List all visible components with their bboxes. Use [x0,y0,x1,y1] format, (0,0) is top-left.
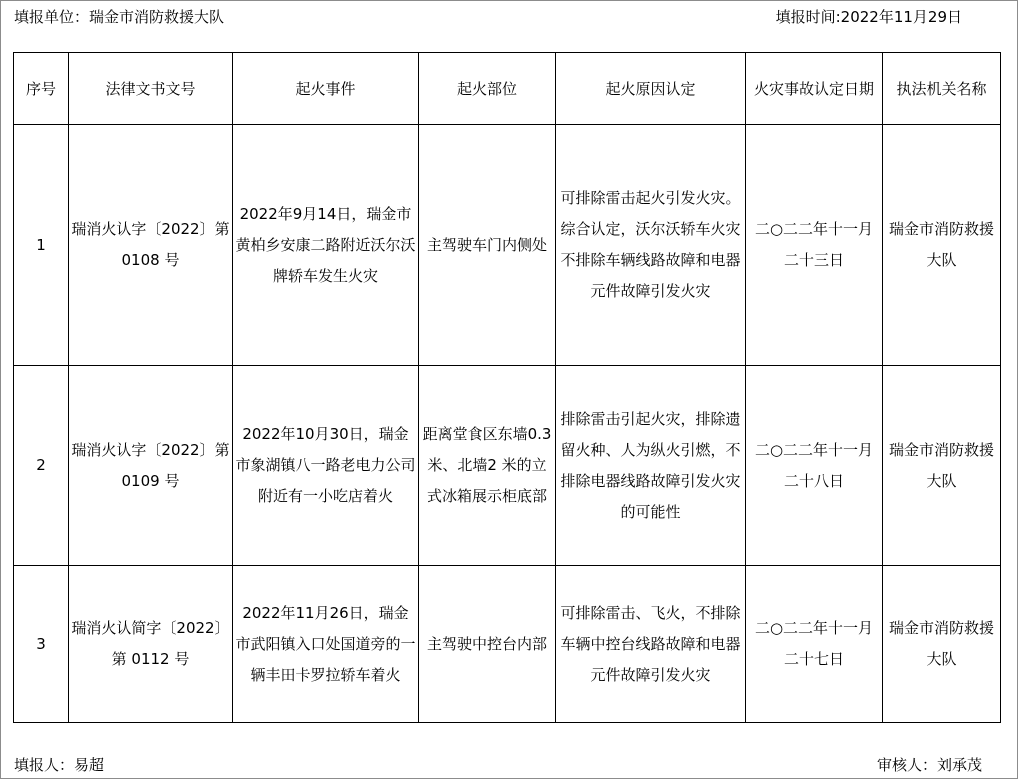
cell-no: 3 [14,566,69,723]
cell-event: 2022年10月30日，瑞金市象湖镇八一路老电力公司附近有一小吃店着火 [233,366,419,566]
cell-doc: 瑞消火认字〔2022〕第0108 号 [69,125,233,366]
reviewer: 审核人：刘承茂 [876,756,982,774]
col-header-location: 起火部位 [419,53,556,125]
cell-doc: 瑞消火认字〔2022〕第0109 号 [69,366,233,566]
cell-cause: 可排除雷击起火引发火灾。综合认定，沃尔沃轿车火灾不排除车辆线路故障和电器元件故障引发火灾 [556,125,746,366]
cell-cause: 排除雷击引起火灾，排除遗留火种、人为纵火引燃，不排除电器线路故障引发火灾的可能性 [556,366,746,566]
table-row [14,125,1001,366]
cell-date: 二○二二年十一月二十三日 [746,125,883,366]
cell-event: 2022年9月14日，瑞金市黄柏乡安康二路附近沃尔沃牌轿车发生火灾 [233,125,419,366]
col-header-cause: 起火原因认定 [556,53,746,125]
col-header-agency: 执法机关名称 [883,53,1001,125]
col-header-no: 序号 [14,53,69,125]
cell-cause: 可排除雷击、飞火，不排除车辆中控台线路故障和电器元件故障引发火灾 [556,566,746,723]
reporter: 填报人：易超 [14,756,105,774]
cell-date: 二○二二年十一月二十七日 [746,566,883,723]
col-header-date: 火灾事故认定日期 [746,53,883,125]
cell-date: 二○二二年十一月二十八日 [746,366,883,566]
cell-location: 主驾驶车门内侧处 [419,125,556,366]
table-header-row [14,53,1001,125]
table-row [14,566,1001,723]
cell-event: 2022年11月26日，瑞金市武阳镇入口处国道旁的一辆丰田卡罗拉轿车着火 [233,566,419,723]
fire-report-table [13,52,1001,723]
cell-location: 主驾驶中控台内部 [419,566,556,723]
cell-no: 1 [14,125,69,366]
cell-no: 2 [14,366,69,566]
cell-agency: 瑞金市消防救援大队 [883,125,1001,366]
report-date: 填报时间:2022年11月29日 [775,8,962,26]
report-unit: 填报单位：瑞金市消防救援大队 [14,8,225,26]
table-row [14,366,1001,566]
col-header-doc: 法律文书文号 [69,53,233,125]
col-header-event: 起火事件 [233,53,419,125]
cell-doc: 瑞消火认简字〔2022〕第 0112 号 [69,566,233,723]
cell-agency: 瑞金市消防救援大队 [883,366,1001,566]
cell-agency: 瑞金市消防救援大队 [883,566,1001,723]
cell-location: 距离堂食区东墙0.3 米、北墙2 米的立式冰箱展示柜底部 [419,366,556,566]
